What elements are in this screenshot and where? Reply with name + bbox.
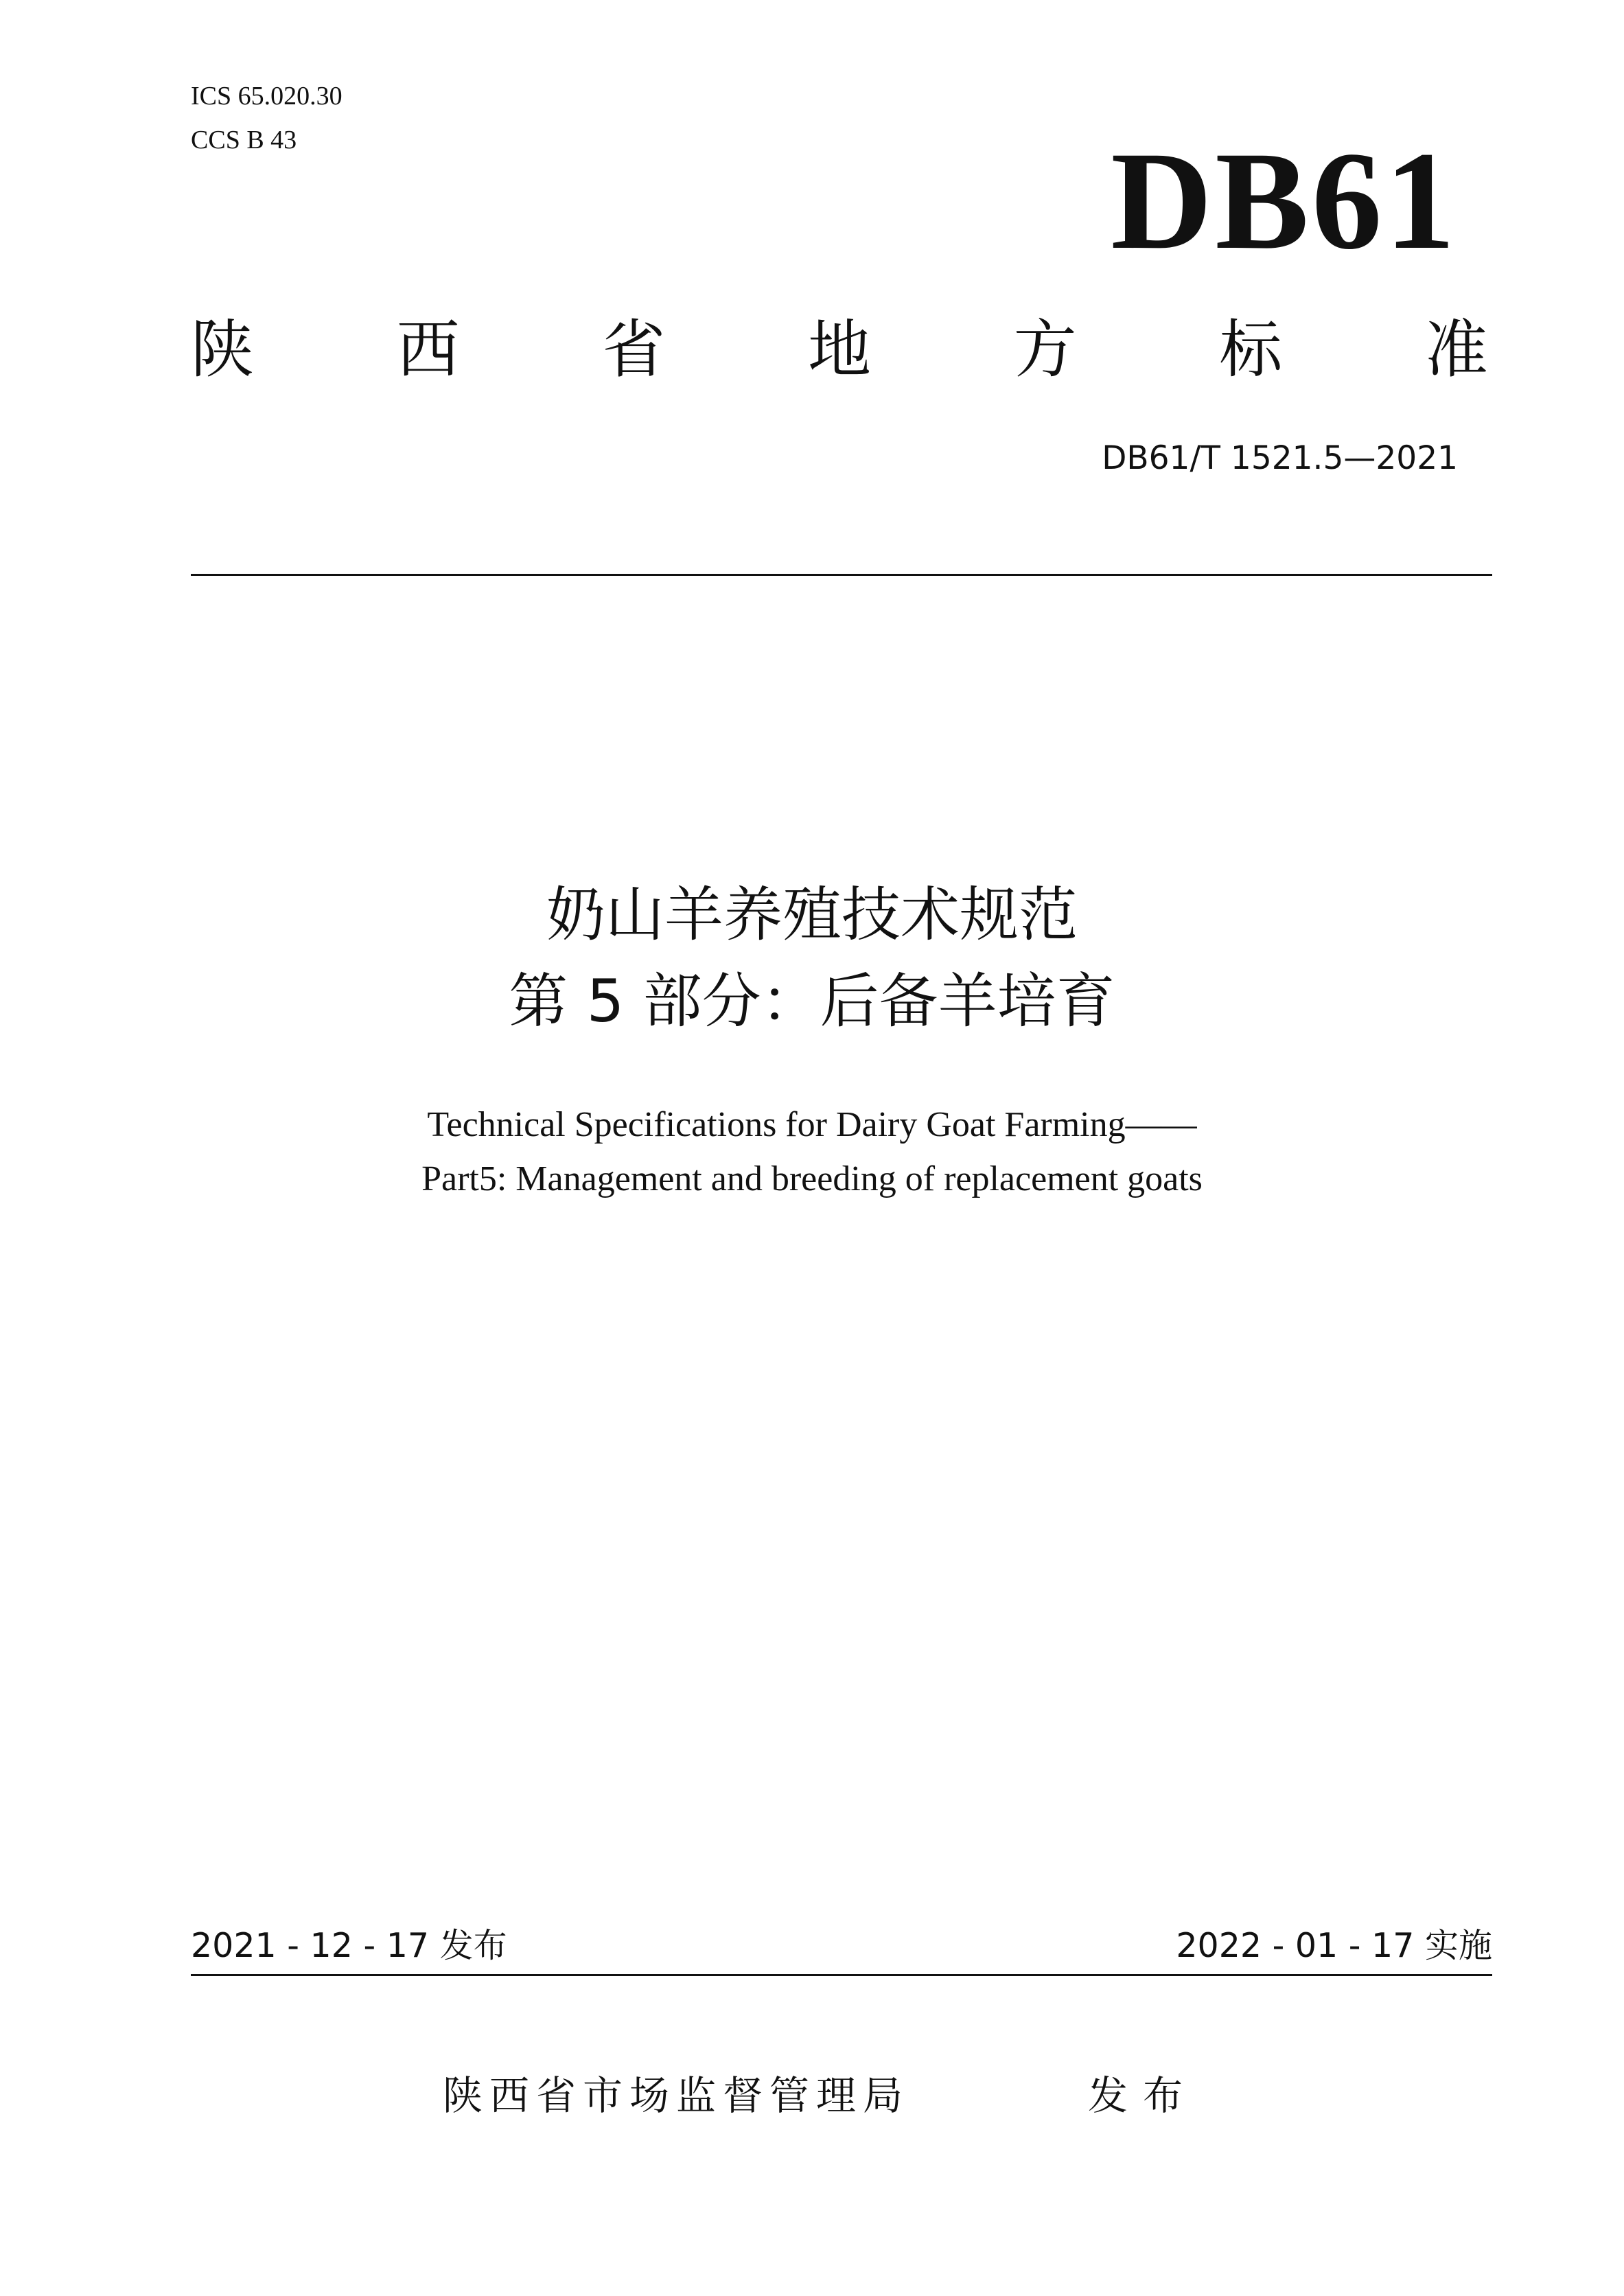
standard-type-char: 标 — [1219, 313, 1283, 386]
title-en-line2: Part5: Management and breeding of replacement goats — [421, 1159, 1203, 1198]
issue-date: 2021 - 12 - 17 发布 — [191, 1926, 507, 1965]
implementation-date: 2022 - 01 - 17 实施 — [1176, 1926, 1492, 1965]
publish-label: 发布 — [1088, 2072, 1198, 2119]
standard-type-char: 准 — [1424, 313, 1488, 386]
standard-number: DB61/T 1521.5—2021 — [1102, 439, 1458, 477]
top-divider — [191, 574, 1492, 576]
db-mark: DB61 — [1111, 123, 1458, 279]
title-cn-line1: 奶山羊养殖技术规范 — [546, 881, 1078, 949]
standard-type-char: 省 — [602, 313, 666, 386]
standard-type-char: 西 — [396, 313, 460, 386]
ccs-code: CCS B 43 — [191, 126, 297, 154]
bottom-divider — [191, 1974, 1492, 1976]
standard-type-char: 陕 — [191, 313, 255, 386]
title-en-line1: Technical Specifications for Dairy Goat Farming—— — [427, 1105, 1197, 1144]
standard-type-char: 方 — [1013, 313, 1077, 386]
standard-type-heading — [191, 312, 1488, 388]
standard-type-char: 地 — [807, 313, 871, 386]
ics-code: ICS 65.020.30 — [191, 82, 343, 111]
title-cn-line2: 第 5 部分：后备羊培育 — [509, 967, 1115, 1036]
publisher-name: 陕西省市场监督管理局 — [443, 2072, 910, 2119]
